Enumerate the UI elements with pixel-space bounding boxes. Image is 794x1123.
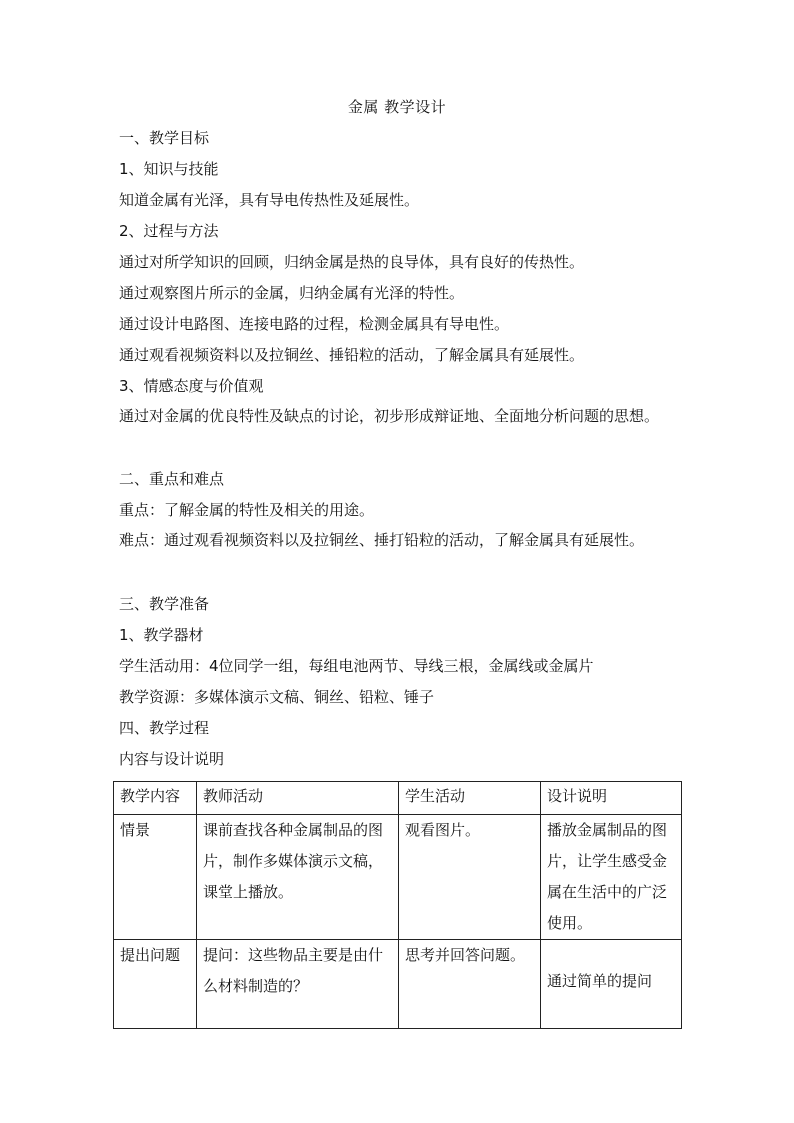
document-title: 金属 教学设计 xyxy=(347,98,447,116)
paragraph: 通过对金属的优良特性及缺点的讨论，初步形成辩证地、全面地分析问题的思想。 xyxy=(119,407,660,425)
table-cell-teacher: 提问：这些物品主要是由什么材料制造的？ xyxy=(197,940,399,1029)
table-cell-content: 提出问题 xyxy=(114,940,197,1029)
table-cell-content: 情景 xyxy=(114,815,197,940)
paragraph: 通过对所学知识的回顾，归纳金属是热的良导体，具有良好的传热性。 xyxy=(119,253,585,271)
paragraph: 难点：通过观看视频资料以及拉铜丝、捶打铅粒的活动，了解金属具有延展性。 xyxy=(119,531,645,549)
subheading-attitude-values: 3、情感态度与价值观 xyxy=(119,377,264,395)
column-header: 教师活动 xyxy=(197,782,399,815)
paragraph: 知道金属有光泽，具有导电传热性及延展性。 xyxy=(119,191,420,209)
column-header: 教学内容 xyxy=(114,782,197,815)
table-cell-student: 观看图片。 xyxy=(399,815,541,940)
lesson-table xyxy=(113,781,682,1029)
section-heading-key-points: 二、重点和难点 xyxy=(119,470,225,488)
section-heading-preparation: 三、教学准备 xyxy=(119,595,210,613)
subheading-knowledge-skills: 1、知识与技能 xyxy=(119,160,219,178)
paragraph: 教学资源：多媒体演示文稿、铜丝、铅粒、锤子 xyxy=(119,688,435,706)
paragraph: 通过设计电路图、连接电路的过程，检测金属具有导电性。 xyxy=(119,315,510,333)
paragraph: 学生活动用：4位同学一组，每组电池两节、导线三根，金属线或金属片 xyxy=(119,657,594,675)
column-header: 学生活动 xyxy=(399,782,541,815)
column-header: 设计说明 xyxy=(541,782,682,815)
table-cell-student: 思考并回答问题。 xyxy=(399,940,541,1029)
paragraph: 通过观察图片所示的金属，归纳金属有光泽的特性。 xyxy=(119,284,465,302)
paragraph: 重点：了解金属的特性及相关的用途。 xyxy=(119,501,375,519)
table-cell-design: 播放金属制品的图片，让学生感受金属在生活中的广泛使用。 xyxy=(541,815,682,940)
table-cell-design: 通过简单的提问 xyxy=(541,940,682,1029)
table-row xyxy=(114,815,682,940)
table-header-row xyxy=(114,782,682,815)
subheading-equipment: 1、教学器材 xyxy=(119,626,204,644)
table-cell-teacher: 课前查找各种金属制品的图片，制作多媒体演示文稿，课堂上播放。 xyxy=(197,815,399,940)
section-heading-process: 四、教学过程 xyxy=(119,719,210,737)
table-row xyxy=(114,940,682,1029)
paragraph: 通过观看视频资料以及拉铜丝、捶铅粒的活动，了解金属具有延展性。 xyxy=(119,346,585,364)
subheading-process-method: 2、过程与方法 xyxy=(119,222,219,240)
section-heading-objectives: 一、教学目标 xyxy=(119,129,210,147)
paragraph: 内容与设计说明 xyxy=(119,750,225,768)
